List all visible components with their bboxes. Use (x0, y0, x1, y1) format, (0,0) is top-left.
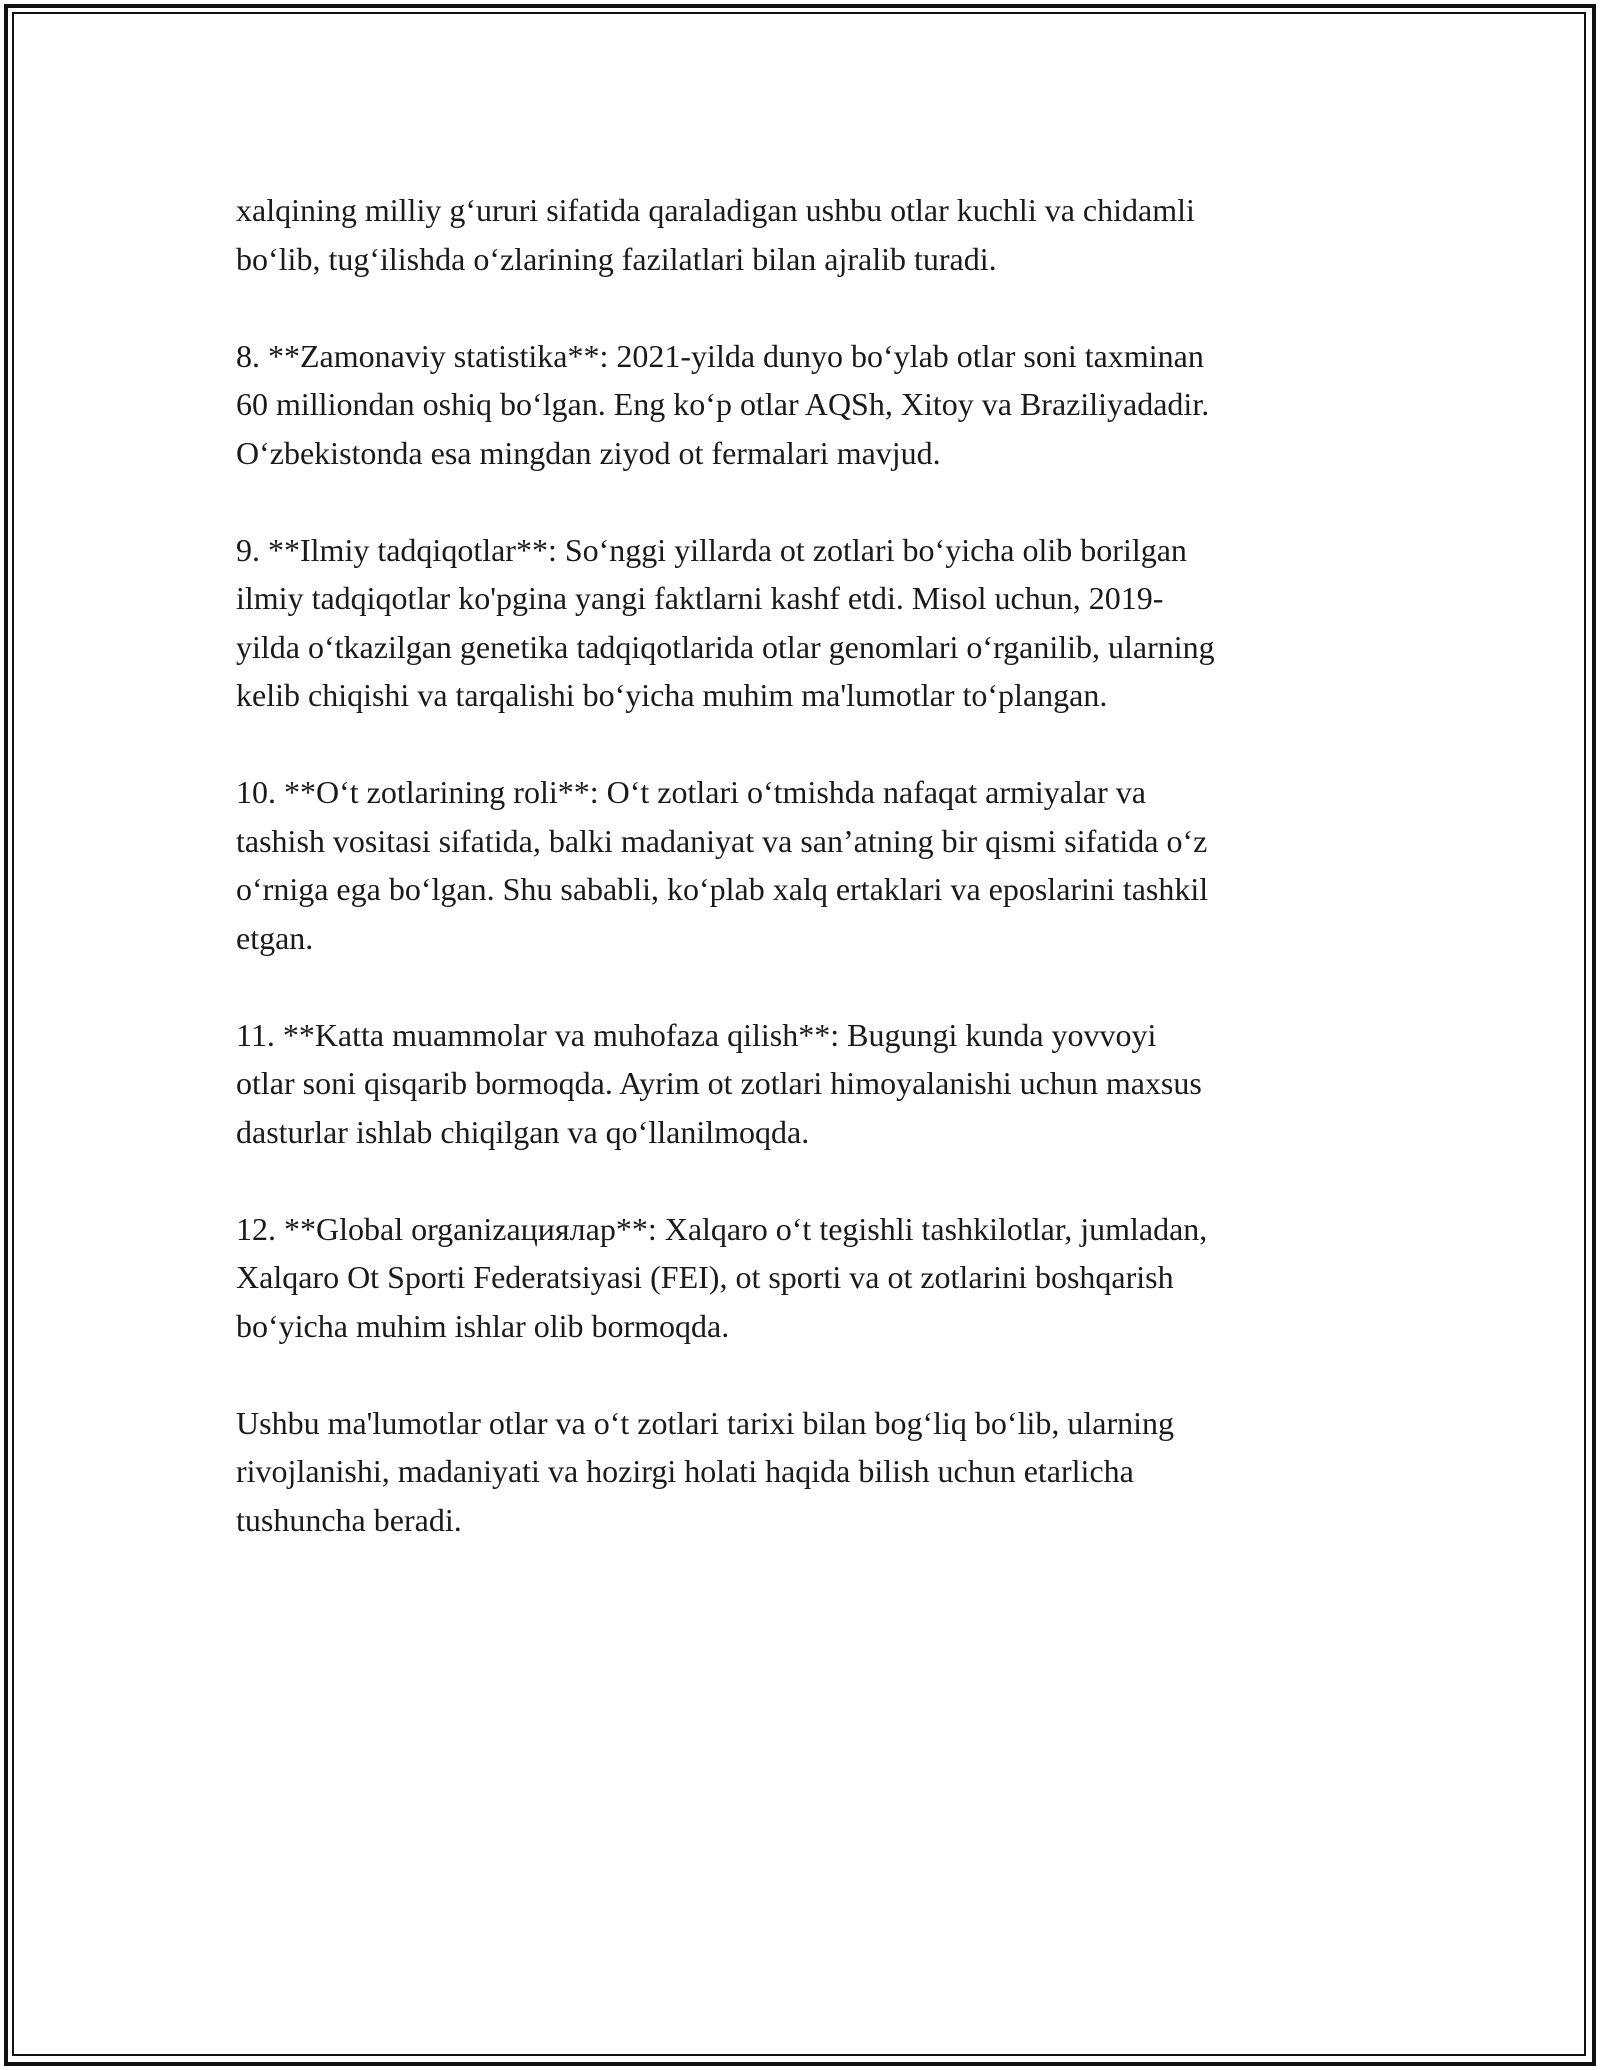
paragraph-role-of-breeds: 10. **Oʻt zotlarining roli**: Oʻt zotlari oʻtmishda nafaqat armiyalar va tashish vositasi sifatida, balki madaniyat va san’atning bir qismi sifatida oʻz oʻrniga ega boʻlgan. Shu sababli, koʻplab xalq ertaklari va eposlarini tashkil etgan. (236, 774, 1209, 956)
paragraph-global-organizations: 12. **Global organizациялар**: Xalqaro oʻt tegishli tashkilotlar, jumladan, Xalqaro Ot Sporti Federatsiyasi (FEI), ot sporti va ot zotlarini boshqarish boʻyicha muhim ishlar olib bormoqda. (236, 1210, 1208, 1344)
paragraph-scientific-research: 9. **Ilmiy tadqiqotlar**: Soʻnggi yillarda ot zotlari boʻyicha olib borilgan ilmiy tadqiqotlar ko'pgina yangi faktlarni kashf etdi. Misol uchun, 2019- yilda oʻtkazilgan genetika tadqiqotlarida otlar genomlari oʻrganilib, ularning kelib chiqishi va tarqalishi boʻyicha muhim ma'lumotlar toʻplangan. (236, 531, 1215, 713)
paragraph-problems-protection: 11. **Katta muammolar va muhofaza qilish**: Bugungi kunda yovvoyi otlar soni qisqarib bormoqda. Ayrim ot zotlari himoyalanishi uchun maxsus dasturlar ishlab chiqilgan va qoʻllanilmoqda. (236, 1016, 1202, 1150)
document-body (236, 186, 1366, 1544)
paragraph-conclusion: Ushbu ma'lumotlar otlar va oʻt zotlari tarixi bilan bogʻliq boʻlib, ularning rivojlanishi, madaniyati va hozirgi holati haqida bilish uchun etarlicha tushuncha beradi. (236, 1404, 1174, 1538)
paragraph-modern-statistics: 8. **Zamonaviy statistika**: 2021-yilda dunyo boʻylab otlar soni taxminan 60 milliondan oshiq boʻlgan. Eng koʻp otlar AQSh, Xitoy va Braziliyadadir. Oʻzbekistonda esa mingdan ziyod ot fermalari mavjud. (236, 337, 1210, 471)
paragraph-intro-continuation: xalqining milliy gʻururi sifatida qaraladigan ushbu otlar kuchli va chidamli boʻlib, tugʻilishda oʻzlarining fazilatlari bilan ajralib turadi. (236, 192, 1195, 277)
